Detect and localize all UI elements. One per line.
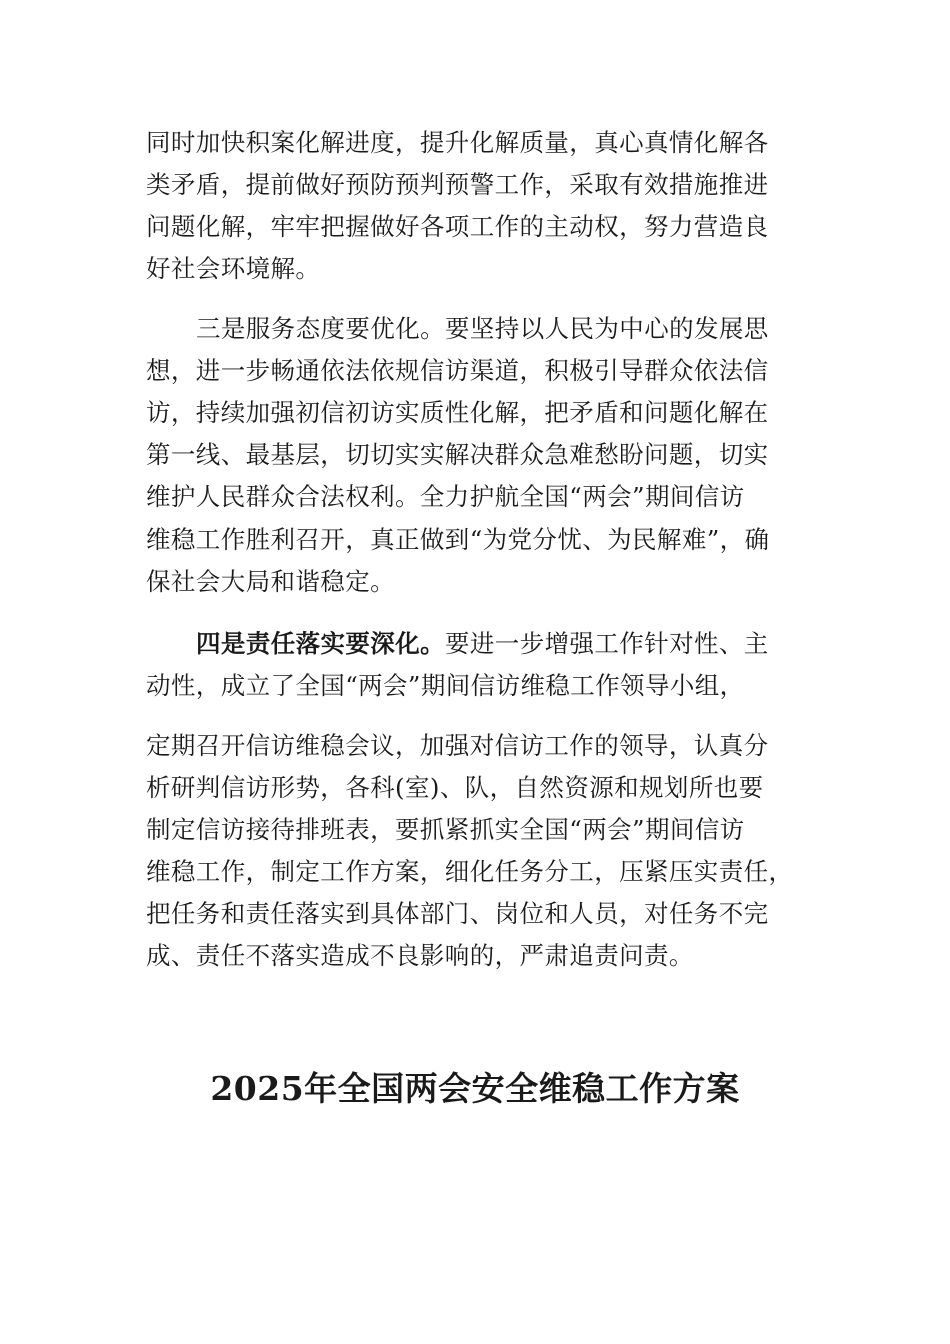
paragraph-3-line-7: 把任务和责任落实到具体部门、岗位和人员，对任务不完 <box>146 899 769 928</box>
paragraph-1-line-1: 同时加快积案化解进度，提升化解质量，真心真情化解各 <box>146 128 769 157</box>
paragraph-3-heading: 四是责任落实要深化。 <box>196 629 445 658</box>
paragraph-3-line-5: 制定信访接待排班表，要抓紧抓实全国“两会”期间信访 <box>146 815 745 844</box>
paragraph-2-line-7: 保社会大局和谐稳定。 <box>146 567 395 596</box>
paragraph-2-line-1: 三是服务态度要优化。要坚持以人民为中心的发展思 <box>196 314 769 343</box>
paragraph-2-line-3: 访，持续加强初信初访实质性化解，把矛盾和问题化解在 <box>146 398 769 427</box>
paragraph-3-line-4: 析研判信访形势，各科(室)、队，自然资源和规划所也要 <box>146 773 764 802</box>
paragraph-2-line-2: 想，进一步畅通依法依规信访渠道，积极引导群众依法信 <box>146 356 769 385</box>
paragraph-3-line-6: 维稳工作，制定工作方案，细化任务分工，压紧压实责任， <box>146 857 794 886</box>
paragraph-2-line-5: 维护人民群众合法权利。全力护航全国“两会”期间信访 <box>146 482 745 511</box>
paragraph-2-line-6: 维稳工作胜利召开，真正做到“为党分忧、为民解难”，确 <box>146 525 770 554</box>
paragraph-3-line-1 <box>196 629 816 659</box>
paragraph-1-line-2: 类矛盾，提前做好预防预判预警工作，采取有效措施推进 <box>146 170 769 199</box>
paragraph-3-line-1-rest: 要进一步增强工作针对性、主 <box>445 629 769 658</box>
paragraph-2-line-4: 第一线、最基层，切切实实解决群众急难愁盼问题，切实 <box>146 440 769 469</box>
section-title: 2025年全国两会安全维稳工作方案 <box>210 1069 740 1108</box>
paragraph-1-line-4: 好社会环境解。 <box>146 254 321 283</box>
paragraph-1-line-3: 问题化解，牢牢把握做好各项工作的主动权，努力营造良 <box>146 212 769 241</box>
paragraph-3-line-3: 定期召开信访维稳会议，加强对信访工作的领导，认真分 <box>146 731 769 760</box>
paragraph-3-line-2: 动性，成立了全国“两会”期间信访维稳工作领导小组， <box>146 671 745 700</box>
paragraph-3-line-8: 成、责任不落实造成不良影响的，严肃追责问责。 <box>146 941 694 970</box>
